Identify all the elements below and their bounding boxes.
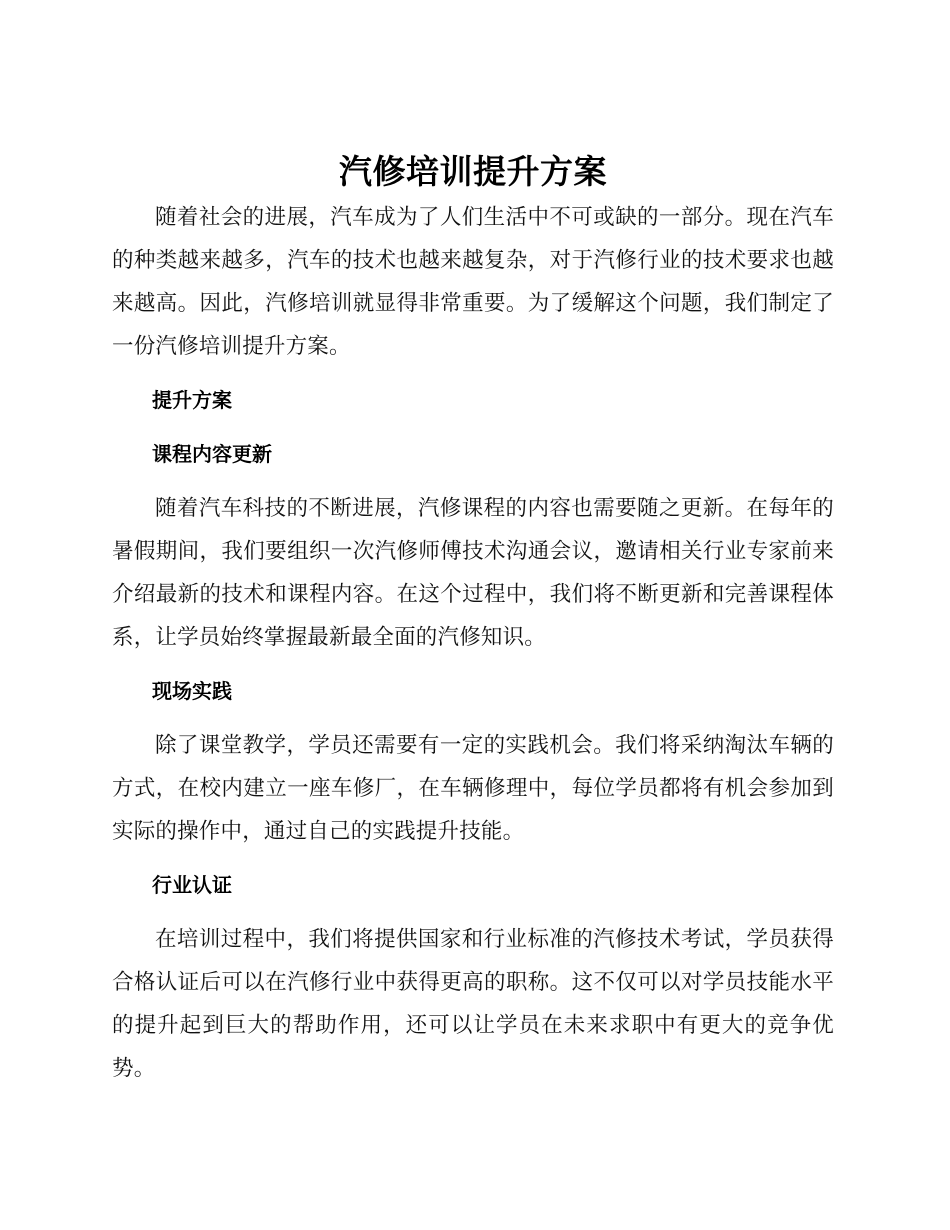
document-title: 汽修培训提升方案 — [339, 152, 607, 191]
spacer — [112, 713, 834, 724]
spacer — [112, 422, 834, 433]
document-page — [112, 148, 834, 1090]
spacer — [112, 368, 834, 379]
spacer — [112, 476, 834, 487]
subsection-heading-certification: 行业认证 — [152, 873, 232, 897]
subsection-body-practice: 除了课堂教学，学员还需要有一定的实践机会。我们将采纳淘汰车辆的方式，在校内建立一座车修厂，在车辆修理中，每位学员都将有机会参加到实际的操作中，通过自己的实践提升技能。 — [112, 733, 834, 844]
section-heading-plan: 提升方案 — [152, 388, 232, 412]
spacer — [112, 853, 834, 864]
subsection-heading-course-update: 课程内容更新 — [152, 442, 272, 466]
spacer — [112, 659, 834, 670]
subsection-heading-practice: 现场实践 — [152, 679, 232, 703]
subsection-body-course-update: 随着汽车科技的不断进展，汽修课程的内容也需要随之更新。在每年的暑假期间，我们要组织一次汽修师傅技术沟通会议，邀请相关行业专家前来介绍最新的技术和课程内容。在这个过程中，我们将不断更新和完善课程体系，让学员始终掌握最新最全面的汽修知识。 — [112, 496, 834, 650]
subsection-body-certification: 在培训过程中，我们将提供国家和行业标准的汽修技术考试，学员获得合格认证后可以在汽修行业中获得更高的职称。这不仅可以对学员技能水平的提升起到巨大的帮助作用，还可以让学员在未来求职中有更大的竞争优势。 — [112, 927, 834, 1081]
intro-paragraph: 随着社会的进展，汽车成为了人们生活中不可或缺的一部分。现在汽车的种类越来越多，汽车的技术也越来越复杂，对于汽修行业的技术要求也越来越高。因此，汽修培训就显得非常重要。为了缓解这个问题，我们制定了一份汽修培训提升方案。 — [112, 205, 834, 359]
spacer — [112, 907, 834, 918]
